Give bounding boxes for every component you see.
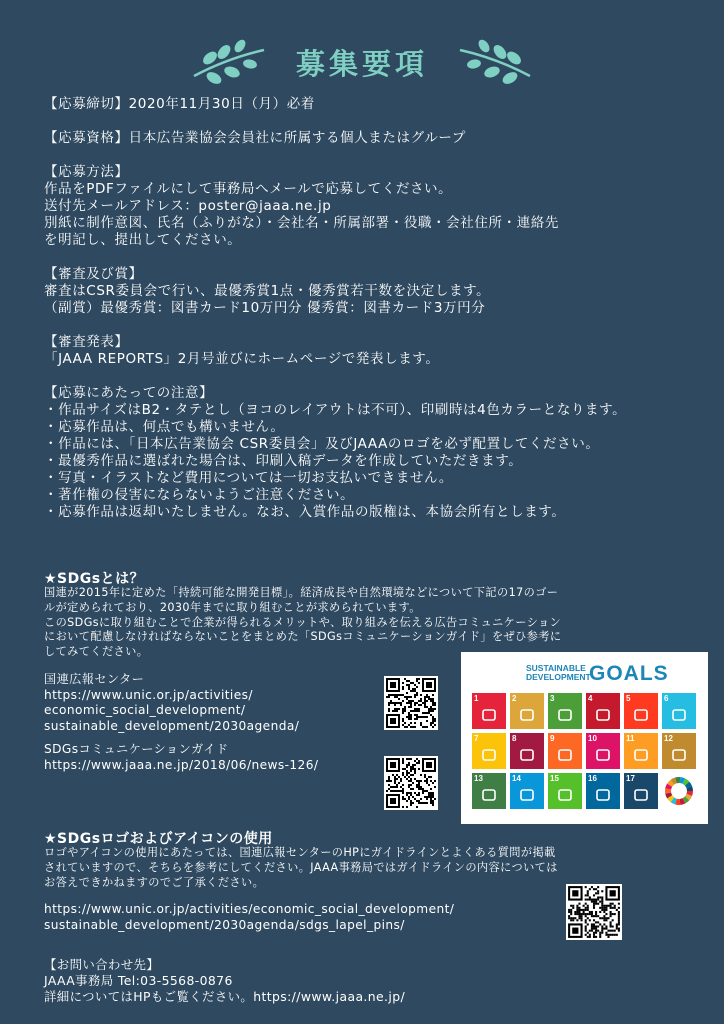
eye-icon: [480, 787, 498, 803]
fish-icon: [518, 787, 536, 803]
sdg-goal-number: 17: [626, 774, 635, 783]
sdg-goal-number: 13: [474, 774, 483, 783]
logo-usage-line: されていますので、そちらを参考にしてください。JAAA事務局ではガイドラインの内容については: [44, 860, 558, 874]
city-icon: [632, 747, 650, 763]
sdg-goal-number: 3: [550, 694, 555, 703]
sdg-goal-tile: [662, 733, 696, 769]
unic-url-line[interactable]: sustainable_development/2030agenda/: [44, 718, 300, 733]
unic-label: 国連広報センター: [44, 672, 145, 686]
announce-heading: 【審査発表】: [44, 334, 129, 350]
method-line: 別紙に制作意図、氏名（ふりがな）・会社名・所属部署・役職・会社住所・連絡先: [44, 215, 559, 231]
sdg-goal-tile: [510, 773, 544, 809]
unic-url-line[interactable]: https://www.unic.or.jp/activities/: [44, 687, 253, 702]
sdg-goal-number: 7: [474, 734, 479, 743]
sdg-goal-number: 2: [512, 694, 517, 703]
sdg-goal-tile: [472, 773, 506, 809]
sdg-goal-number: 15: [550, 774, 559, 783]
tree-icon: [556, 787, 574, 803]
sdg-wheel-icon: [662, 773, 696, 809]
deadline-text: 【応募締切】2020年11月30日（月）必着: [44, 96, 315, 112]
sdgs-description: [44, 586, 684, 660]
list-item: ・応募作品は、何点でも構いません。: [44, 419, 285, 435]
sdg-goal-tile: [472, 733, 506, 769]
sdg-goal-number: 16: [588, 774, 597, 783]
sdg-goal-tile: [662, 693, 696, 729]
sdg-goal-number: 4: [588, 694, 593, 703]
sdgs-heading: ★SDGsとは？: [44, 571, 145, 587]
method-line: 送付先メールアドレス：poster@jaaa.ne.jp: [44, 198, 332, 214]
notes-list: [44, 402, 684, 521]
sdg-logo-line: DEVELOPMENT: [526, 672, 591, 682]
sdg-goal-number: 9: [550, 734, 555, 743]
list-item: ・作品サイズはB2・タテとし（ヨコのレイアウトは不可）、印刷時は4色カラーとなります。: [44, 402, 627, 418]
sdgs-line: このSDGsに取り組むことで企業が得られるメリットや、取り組みを伝える広告コミュニケーション: [44, 615, 562, 629]
list-item: ・応募作品は返却いたしません。なお、入賞作品の版権は、本協会所有とします。: [44, 504, 566, 520]
guide-url[interactable]: https://www.jaaa.ne.jp/2018/06/news-126/: [44, 757, 319, 772]
sdg-goal-tile: [510, 693, 544, 729]
unic-link-block: [44, 672, 299, 734]
sdg-goal-tile: [548, 693, 582, 729]
judging-line: 審査はCSR委員会で行い、最優秀賞1点・優秀賞若干数を決定します。: [44, 283, 491, 299]
sdg-goal-tile: [662, 773, 696, 809]
infinity-icon: [670, 747, 688, 763]
equal-icon: [594, 747, 612, 763]
sdg-goal-tile: [510, 733, 544, 769]
list-item: ・作品には、「日本広告業協会 CSR委員会」及びJAAAのロゴを必ず配置してください。: [44, 436, 600, 452]
sdgs-line: 国連が2015年に定めた「持続可能な開発目標」。経済成長や自然環境などについて下記の17のゴー: [44, 586, 559, 599]
growth-icon: [518, 747, 536, 763]
unic-url-line[interactable]: economic_social_development/: [44, 703, 246, 717]
sdg-goal-tile: [548, 773, 582, 809]
qr-code-icon[interactable]: [566, 884, 622, 940]
lapel-url-line[interactable]: sustainable_development/2030agenda/sdgs_lapel_pins/: [44, 917, 405, 932]
announce-line: 「JAAA REPORTS」2月号並びにホームページで発表します。: [44, 351, 440, 367]
leaf-branch-left-icon: [188, 36, 268, 88]
notes-heading: 【応募にあたっての注意】: [44, 385, 214, 401]
list-item: ・著作権の侵害にならないようご注意ください。: [44, 487, 355, 503]
sdg-goal-tile: [472, 693, 506, 729]
contact-website[interactable]: 詳細についてはHPもご覧ください。https://www.jaaa.ne.jp/: [44, 989, 406, 1004]
qr-code-icon[interactable]: [384, 756, 438, 810]
sdg-goal-tile: [624, 733, 658, 769]
sdg-logo-text: [526, 664, 591, 682]
gender-icon: [632, 707, 650, 723]
contact-heading: 【お問い合わせ先】: [44, 957, 160, 972]
sdgs-line: してみてください。: [44, 645, 149, 659]
sdg-goal-number: 11: [626, 734, 635, 743]
contact-phone: JAAA事務局 Tel:03-5568-0876: [44, 973, 233, 988]
guide-link-block: [44, 742, 318, 773]
sdgs-line: において配慮しなければならないことをまとめた「SDGsコミュニケーションガイド」をぜひ参考に: [44, 630, 562, 644]
lapel-pins-link: [44, 902, 454, 933]
method-heading: 【応募方法】: [44, 164, 129, 180]
method-line: を明記し、提出してください。: [44, 232, 242, 248]
people-icon: [480, 707, 498, 723]
application-details: [44, 96, 684, 521]
flower-icon: [632, 787, 650, 803]
sdg-goal-number: 1: [474, 694, 479, 703]
sdg-goal-number: 14: [512, 774, 521, 783]
heartbeat-icon: [556, 707, 574, 723]
judging-line: （副賞）最優秀賞：図書カード10万円分 優秀賞：図書カード3万円分: [44, 300, 486, 316]
leaf-branch-right-icon: [456, 36, 536, 88]
sdg-tile-grid: [472, 693, 696, 809]
guide-label: SDGsコミュニケーションガイド: [44, 742, 229, 756]
list-item: ・最優秀作品に選ばれた場合は、印刷入稿データを作成していただきます。: [44, 453, 523, 469]
sdgs-line: ルが定められており、2030年までに取り組むことが求められています。: [44, 600, 421, 614]
title-row: [0, 34, 724, 90]
book-icon: [594, 707, 612, 723]
lapel-url-line[interactable]: https://www.unic.or.jp/activities/economic_social_development/: [44, 902, 455, 916]
sdg-goal-tile: [548, 733, 582, 769]
sdg-goal-tile: [624, 693, 658, 729]
sdg-goals-panel: [461, 652, 708, 824]
sdg-goal-tile: [586, 773, 620, 809]
sdg-goal-number: 5: [626, 694, 631, 703]
logo-usage-heading: ★SDGsロゴおよびアイコンの使用: [44, 831, 273, 847]
sdg-goal-tile: [586, 693, 620, 729]
sdg-logo-line: SUSTAINABLE: [526, 663, 586, 673]
sun-icon: [480, 747, 498, 763]
sdg-logo-goals: GOALS: [589, 662, 669, 685]
eligibility-text: 【応募資格】日本広告業協会会員社に所属する個人またはグループ: [44, 130, 466, 146]
qr-code-icon[interactable]: [384, 676, 438, 730]
page-title: 募集要項: [295, 46, 428, 81]
water-icon: [670, 707, 688, 723]
method-line: 作品をPDFファイルにして事務局へメールで応募してください。: [44, 181, 453, 197]
dove-icon: [594, 787, 612, 803]
bowl-icon: [518, 707, 536, 723]
sdg-goal-number: 10: [588, 734, 597, 743]
contact-block: [44, 957, 405, 1005]
cubes-icon: [556, 747, 574, 763]
logo-usage-line: ロゴやアイコンの使用にあたっては、国連広報センターのHPにガイドラインとよくある質問が掲載: [44, 846, 556, 859]
sdg-goal-number: 8: [512, 734, 517, 743]
sdg-goal-number: 12: [664, 734, 673, 743]
sdg-goal-number: 6: [664, 694, 669, 703]
sdg-goal-tile: [586, 733, 620, 769]
sdg-goal-tile: [624, 773, 658, 809]
judging-heading: 【審査及び賞】: [44, 266, 143, 282]
logo-usage-line: お答えできかねますのでご了承ください。: [44, 875, 265, 889]
list-item: ・写真・イラストなど費用については一切お支払いできません。: [44, 470, 454, 486]
